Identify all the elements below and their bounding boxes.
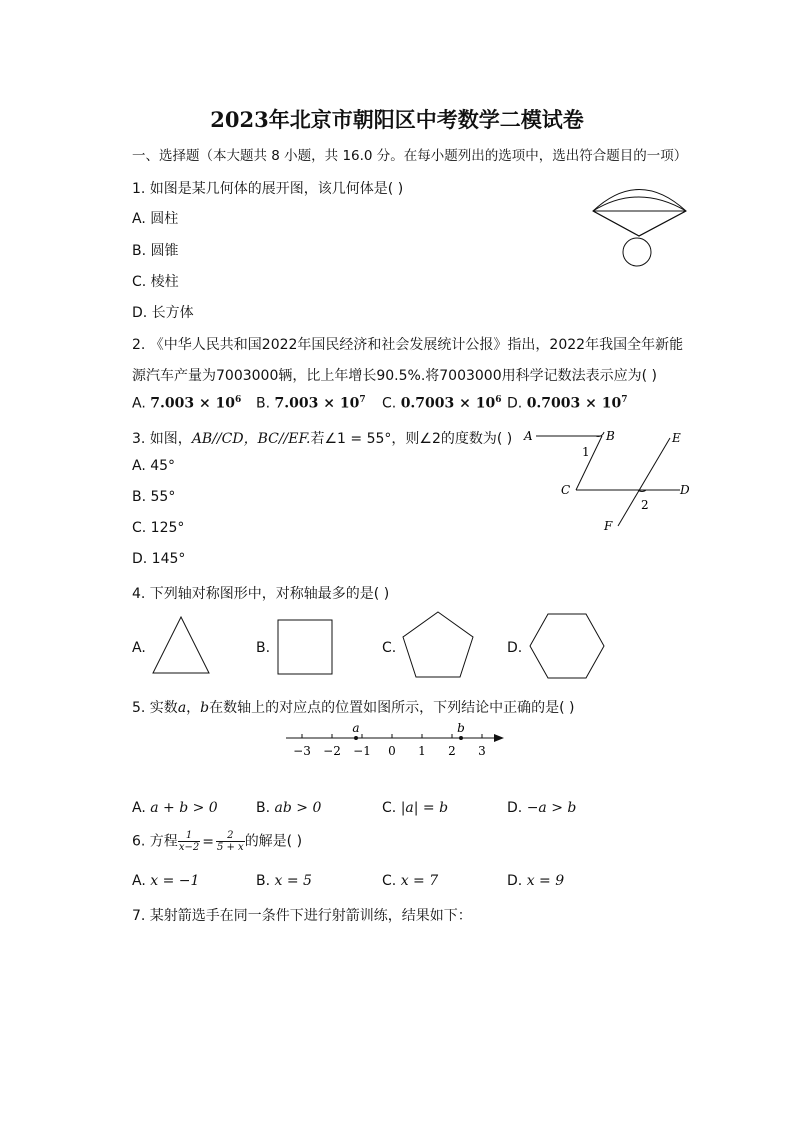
q2-option-d xyxy=(507,395,628,412)
q6-stem-pre: 6. 方程 xyxy=(132,833,178,850)
point-a-dot xyxy=(354,736,358,740)
q2-option-b xyxy=(256,395,366,412)
q4-option-b-label: B. xyxy=(256,640,271,656)
q6-option-b xyxy=(256,873,312,889)
q2-option-d-label: D. xyxy=(507,395,523,412)
number-line-tick-label: 3 xyxy=(478,744,486,758)
q6-option-c-label: C. xyxy=(382,873,397,889)
q5-option-b-label: B. xyxy=(256,800,271,816)
number-line-points xyxy=(352,721,464,740)
cone-net-base-circle xyxy=(623,238,651,266)
q6-fraction-right-den: 5 + x xyxy=(216,842,244,853)
label-a: A xyxy=(524,429,533,443)
q5-number-line-figure xyxy=(282,718,512,764)
q2-option-a-label: A. xyxy=(132,395,146,412)
line-ef xyxy=(618,438,670,526)
q2-option-b-label: B. xyxy=(256,395,271,412)
q6-option-a-label: A. xyxy=(132,873,146,889)
q6-stem-post: 的解是( ) xyxy=(244,833,303,850)
label-f: F xyxy=(604,519,613,533)
number-line-tick-label: −2 xyxy=(323,744,341,758)
q6-equals: = xyxy=(202,833,214,850)
q4-option-a-label: A. xyxy=(132,640,146,656)
q6-option-d-label: D. xyxy=(507,873,523,889)
q4-square-shape xyxy=(276,618,334,676)
q4-pentagon-shape xyxy=(401,610,475,680)
q4-option-d-label: D. xyxy=(507,640,523,656)
q6-option-d xyxy=(507,873,564,889)
number-line-tick-label: 1 xyxy=(418,744,426,758)
q6-option-b-expr: x = 5 xyxy=(274,873,312,889)
q5-stem-pre: 5. 实数 xyxy=(132,700,178,716)
q1-option-d: D. 长方体 xyxy=(132,305,194,321)
q2-option-d-base: 0.7003 × 10 xyxy=(526,395,622,412)
q5-option-b-expr: ab > 0 xyxy=(274,800,322,816)
q5-stem xyxy=(132,697,575,717)
q1-option-b: B. 圆锥 xyxy=(132,243,179,259)
q5-stem-a: a xyxy=(177,700,187,716)
q3-stem-condition: AB//CD，BC//EF. xyxy=(191,431,311,447)
label-d: D xyxy=(680,483,690,497)
q5-stem-post: 在数轴上的对应点的位置如图所示，下列结论中正确的是( ) xyxy=(209,700,575,716)
label-e: E xyxy=(672,431,681,445)
q3-stem-question: 若∠1 = 55°，则∠2的度数为( ) xyxy=(310,431,513,447)
q4-triangle-shape xyxy=(150,614,212,676)
q6-fraction-left-den: x−2 xyxy=(178,842,200,853)
q3-parallel-lines-figure xyxy=(520,424,700,536)
q6-option-c-expr: x = 7 xyxy=(400,873,439,889)
cone-net-sector xyxy=(593,197,686,236)
q3-stem-num: 3. 如图， xyxy=(132,431,192,447)
q5-option-c-label: C. xyxy=(382,800,397,816)
q6-option-a-expr: x = −1 xyxy=(150,873,200,889)
q5-option-b xyxy=(256,800,321,816)
q2-option-c-exp: 6 xyxy=(495,395,502,405)
q2-option-c-label: C. xyxy=(382,395,397,412)
q1-stem: 1. 如图是某几何体的展开图，该几何体是( ) xyxy=(132,181,404,197)
q5-option-c-expr: |a| = b xyxy=(400,800,449,816)
q2-stem-line1: 2. 《中华人民共和国2022年国民经济和社会发展统计公报》指出，2022年我国全年新能 xyxy=(132,337,684,353)
q3-option-d: D. 145° xyxy=(132,551,186,567)
section-heading: 一、选择题（本大题共 8 小题，共 16.0 分。在每小题列出的选项中，选出符合题目的一项） xyxy=(132,148,688,164)
point-b-label: b xyxy=(457,721,465,735)
label-b: B xyxy=(606,429,615,443)
number-line-tick-label: 2 xyxy=(448,744,456,758)
label-angle-1: 1 xyxy=(582,445,590,459)
q6-option-c xyxy=(382,873,438,889)
q2-option-b-exp: 7 xyxy=(359,395,366,405)
q2-option-a xyxy=(132,395,241,412)
q5-option-d xyxy=(507,800,576,816)
q6-option-b-label: B. xyxy=(256,873,271,889)
page-title: 2023年北京市朝阳区中考数学二模试卷 xyxy=(210,107,584,132)
q3-option-b: B. 55° xyxy=(132,489,176,505)
q4-hexagon-shape xyxy=(528,612,606,680)
q7-stem: 7. 某射箭选手在同一条件下进行射箭训练，结果如下： xyxy=(132,908,472,924)
q6-stem xyxy=(132,830,302,853)
q2-option-a-base: 7.003 × 10 xyxy=(150,395,236,412)
q2-option-b-base: 7.003 × 10 xyxy=(274,395,360,412)
q4-stem: 4. 下列轴对称图形中，对称轴最多的是( ) xyxy=(132,586,390,602)
q3-option-c: C. 125° xyxy=(132,520,185,536)
q6-option-a xyxy=(132,873,199,889)
q3-option-a: A. 45° xyxy=(132,458,176,474)
point-a-label: a xyxy=(352,721,360,735)
q6-fraction-right-num: 2 xyxy=(216,830,245,842)
q6-option-d-expr: x = 9 xyxy=(526,873,565,889)
q5-option-d-label: D. xyxy=(507,800,523,816)
q5-option-c xyxy=(382,800,448,816)
q2-option-d-exp: 7 xyxy=(621,395,628,405)
q5-option-a xyxy=(132,800,218,816)
q5-option-a-expr: a + b > 0 xyxy=(150,800,218,816)
q1-option-c: C. 棱柱 xyxy=(132,274,179,290)
q6-fraction-right xyxy=(216,830,245,853)
number-line-arrow xyxy=(494,734,504,742)
q4-option-c-label: C. xyxy=(382,640,397,656)
label-angle-2: 2 xyxy=(641,498,649,512)
q1-cone-net-figure xyxy=(588,178,694,272)
q2-stem-line2: 源汽车产量为7003000辆，比上年增长90.5%.将7003000用科学记数法表示应为( ) xyxy=(132,368,657,384)
q5-stem-sep: ， xyxy=(186,700,201,716)
q2-option-a-exp: 6 xyxy=(235,395,242,405)
q1-option-a: A. 圆柱 xyxy=(132,211,179,227)
number-line-tick-label: 0 xyxy=(388,744,396,758)
number-line-tick-label: −1 xyxy=(353,744,371,758)
q5-option-d-expr: −a > b xyxy=(526,800,577,816)
q3-stem xyxy=(132,428,512,448)
q2-option-c xyxy=(382,395,502,412)
q2-option-c-base: 0.7003 × 10 xyxy=(400,395,496,412)
q5-stem-b: b xyxy=(200,700,210,716)
label-c: C xyxy=(561,483,571,497)
q6-fraction-left-num: 1 xyxy=(178,830,200,842)
q6-fraction-left xyxy=(178,830,200,853)
q5-option-a-label: A. xyxy=(132,800,146,816)
number-line-tick-label: −3 xyxy=(293,744,311,758)
point-b-dot xyxy=(459,736,463,740)
